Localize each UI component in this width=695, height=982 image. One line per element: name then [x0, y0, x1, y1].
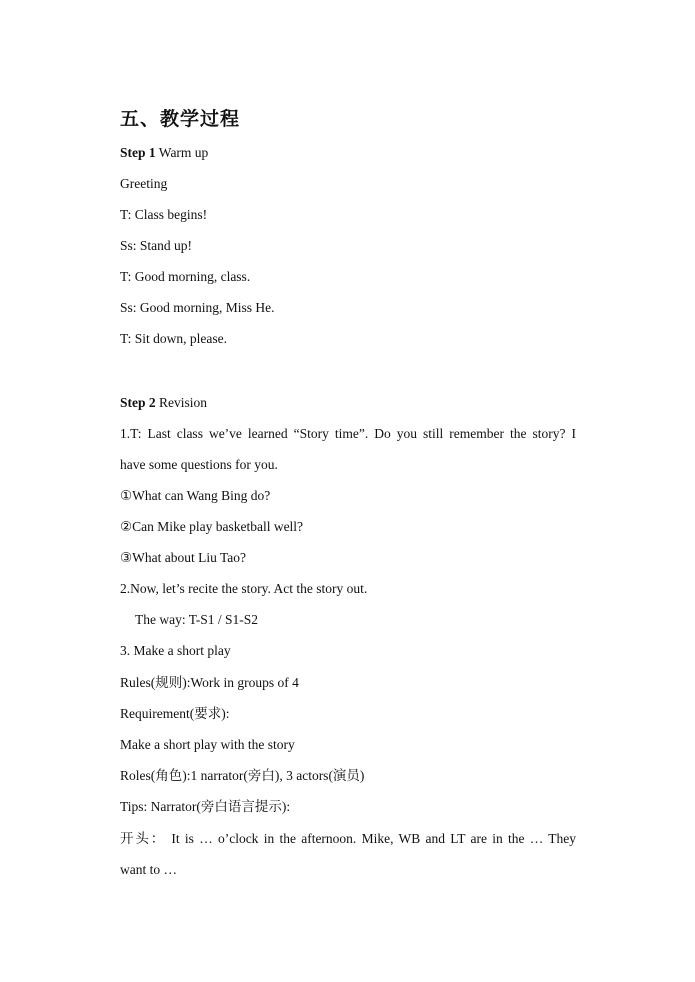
- opening-line1: 开头： It is … o’clock in the afternoon. Mike, WB and LT are in the … They: [120, 831, 576, 846]
- step2-title: Revision: [159, 395, 208, 410]
- step2-item1-line1: 1.T: Last class we’ve learned “Story time”. Do you still remember the story? I: [120, 426, 576, 441]
- requirement-text: Make a short play with the story: [120, 737, 295, 752]
- step2-item2: 2.Now, let’s recite the story. Act the story out.: [120, 581, 368, 596]
- roles-line: Roles(角色):1 narrator(旁白), 3 actors(演员): [120, 768, 365, 783]
- step2-heading: [120, 394, 207, 412]
- step2-item3: 3. Make a short play: [120, 643, 231, 658]
- step1-label: Step 1: [120, 145, 156, 160]
- step1-line: Greeting: [120, 176, 168, 191]
- step2-label: Step 2: [120, 395, 156, 410]
- step1-line: T: Sit down, please.: [120, 331, 227, 346]
- step2-item2-way: The way: T-S1 / S1-S2: [135, 612, 259, 627]
- step1-title: Warm up: [158, 145, 209, 160]
- question-item: ②Can Mike play basketball well?: [120, 519, 304, 534]
- requirement-line: Requirement(要求):: [120, 706, 230, 721]
- tips-line: Tips: Narrator(旁白语言提示):: [120, 799, 291, 814]
- opening-line2: want to …: [120, 862, 177, 877]
- rules-line: Rules(规则):Work in groups of 4: [120, 675, 299, 690]
- step1-line: T: Class begins!: [120, 207, 208, 222]
- step1-line: Ss: Stand up!: [120, 238, 193, 253]
- question-item: ③What about Liu Tao?: [120, 550, 246, 565]
- question-item: ①What can Wang Bing do?: [120, 488, 271, 503]
- step1-heading: [120, 144, 208, 162]
- step1-line: Ss: Good morning, Miss He.: [120, 300, 275, 315]
- step2-item1-line2: have some questions for you.: [120, 457, 278, 472]
- step1-line: T: Good morning, class.: [120, 269, 251, 284]
- section-heading: 五、教学过程: [120, 108, 241, 130]
